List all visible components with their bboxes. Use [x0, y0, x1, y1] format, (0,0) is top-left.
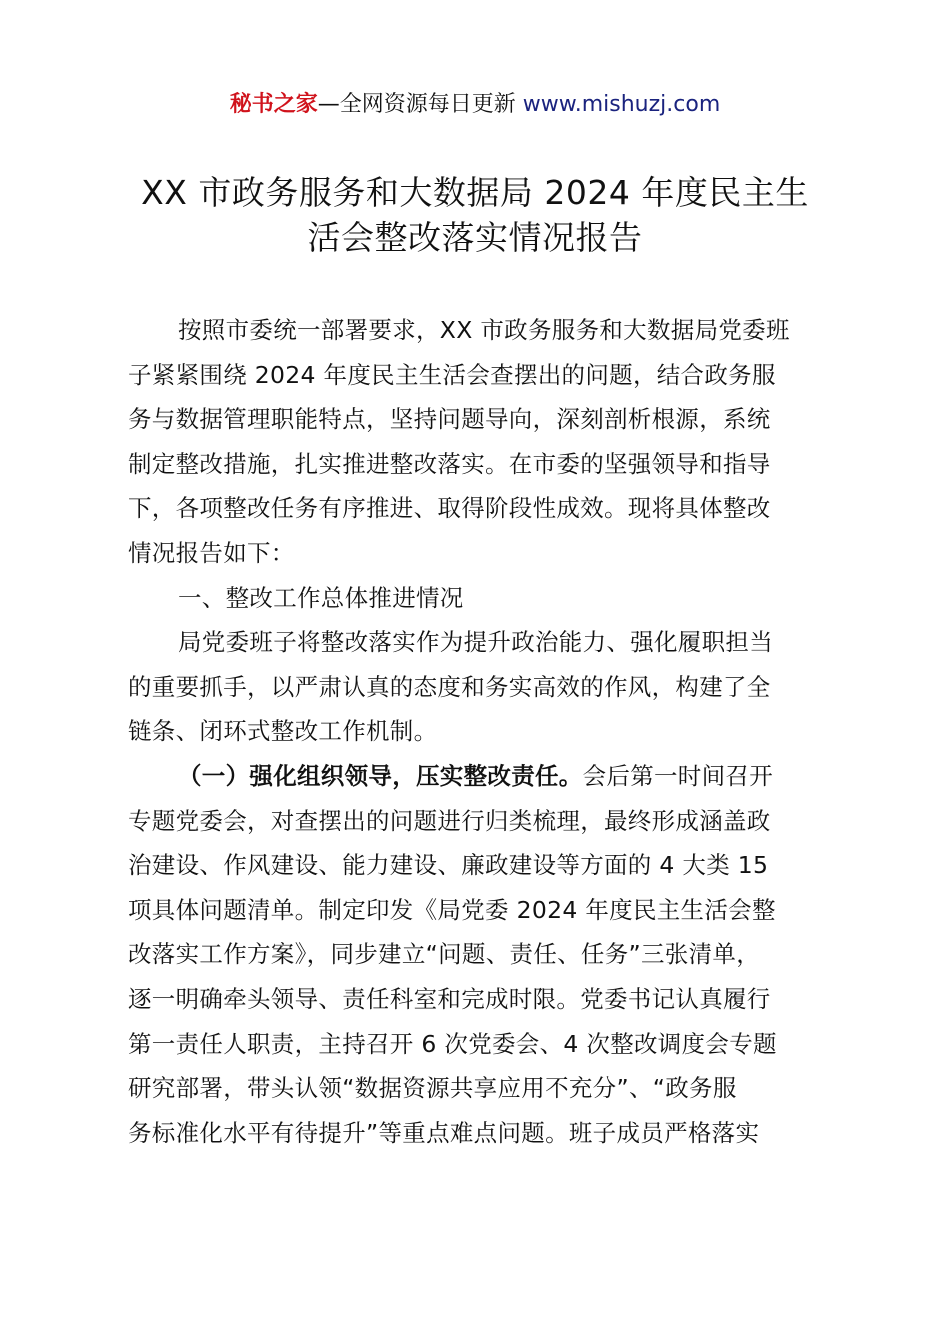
brand-name: 秘书之家	[229, 92, 318, 117]
paragraph-line: 务标准化水平有待提升”等重点难点问题。班子成员严格落实	[128, 1118, 760, 1147]
paragraph-line: 子紧紧围绕 2024 年度民主生活会查摆出的问题，结合政务服	[128, 360, 776, 389]
site-url[interactable]: www.mishuzj.com	[522, 92, 721, 117]
subsection-heading: （一）强化组织领导，压实整改责任。	[178, 761, 583, 790]
paragraph-line: 制定整改措施，扎实推进整改落实。在市委的坚强领导和指导	[128, 449, 771, 478]
paragraph-line: 按照市委统一部署要求，XX 市政务服务和大数据局党委班	[178, 316, 790, 344]
paragraph-line: 研究部署，带头认领“数据资源共享应用不充分”、“政务服	[128, 1074, 737, 1103]
document-title	[90, 170, 860, 260]
title-line-2: 活会整改落实情况报告	[307, 218, 643, 257]
document-body	[128, 308, 840, 1155]
paragraph-line: 逐一明确牵头领导、责任科室和完成时限。党委书记认真履行	[128, 984, 771, 1013]
source-header	[0, 88, 950, 122]
paragraph-line: 专题党委会，对查摆出的问题进行归类梳理，最终形成涵盖政	[128, 806, 771, 835]
paragraph-line: 第一责任人职责，主持召开 6 次党委会、4 次整改调度会专题	[128, 1029, 777, 1058]
paragraph-line: 情况报告如下：	[128, 538, 295, 567]
paragraph-line: 改落实工作方案》，同步建立“问题、责任、任务”三张清单，	[128, 940, 760, 969]
paragraph-text: 会后第一时间召开	[582, 761, 774, 790]
paragraph-line: 链条、闭环式整改工作机制。	[128, 717, 438, 746]
paragraph-line: 的重要抓手，以严肃认真的态度和务实高效的作风，构建了全	[128, 672, 771, 701]
header-tagline: —全网资源每日更新	[317, 92, 523, 117]
title-line-1: XX 市政务服务和大数据局 2024 年度民主生	[141, 173, 809, 212]
section-heading: 一、整改工作总体推进情况	[178, 583, 464, 612]
paragraph-line: 局党委班子将整改落实作为提升政治能力、强化履职担当	[178, 628, 773, 657]
paragraph-line	[128, 754, 840, 799]
paragraph-line: 项具体问题清单。制定印发《局党委 2024 年度民主生活会整	[128, 895, 776, 924]
paragraph-line: 下，各项整改任务有序推进、取得阶段性成效。现将具体整改	[128, 494, 771, 523]
paragraph-line: 务与数据管理职能特点，坚持问题导向，深刻剖析根源，系统	[128, 405, 771, 434]
paragraph-line: 治建设、作风建设、能力建设、廉政建设等方面的 4 大类 15	[128, 851, 769, 880]
